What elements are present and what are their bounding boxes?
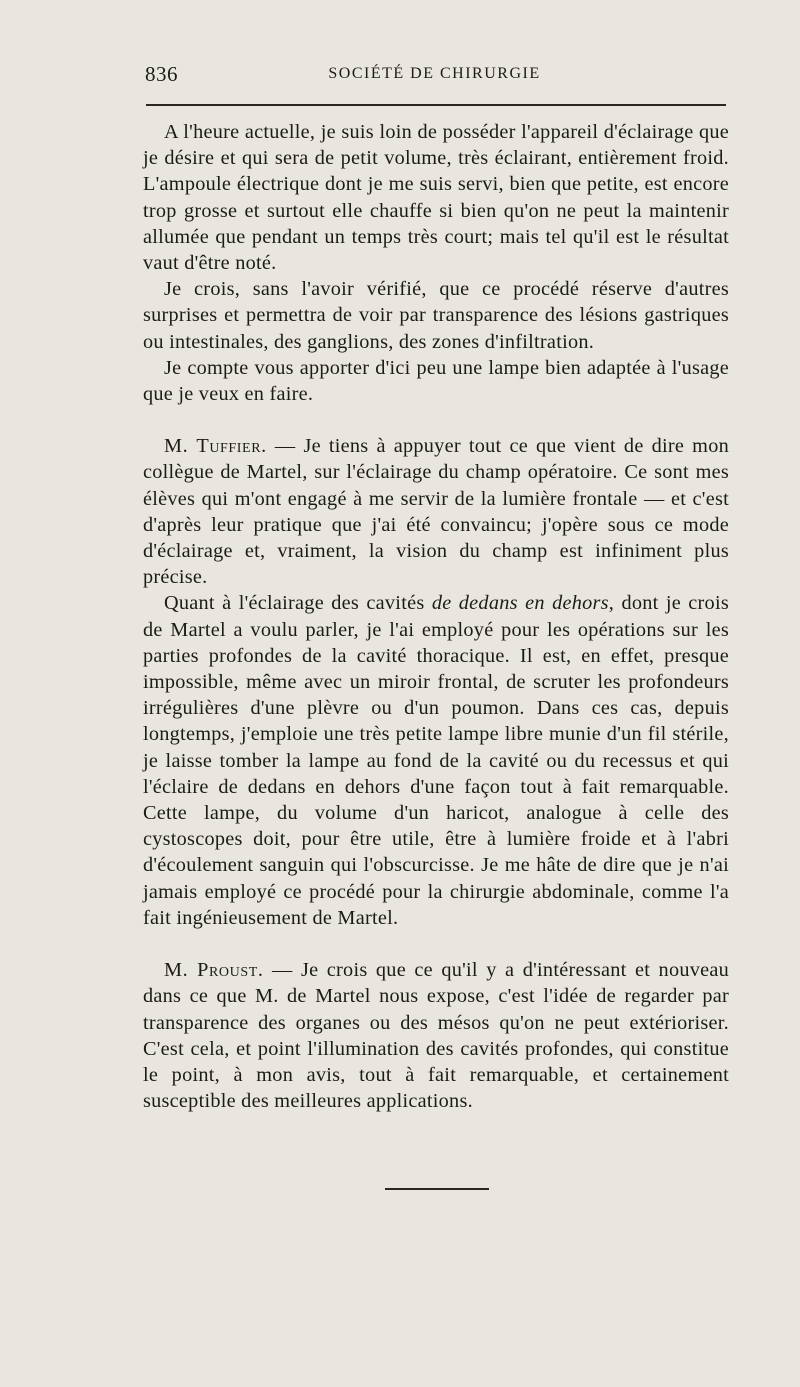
section-gap [143,931,729,957]
section-gap [143,407,729,433]
speaker-name: M. Tuffier. [164,435,267,458]
paragraph-text: — Je tiens à appuyer tout ce que vient de dire mon collègue de Martel, sur l'éclairage du champ opératoire. Ce sont mes élèves qui m'ont engagé à me servir de la lumière frontale — et c'est d'après leur pratique que j'ai été convaincu; j'opère sous ce mode d'éclairage et, vraiment, la vision du champ est infiniment plus précise. [143,435,729,589]
paragraph-lighting-apparatus: A l'heure actuelle, je suis loin de posséder l'appareil d'éclairage que je désire et qui sera de petit volume, très éclairant, entièrement froid. L'ampoule électrique dont je me suis servi, bien que petite, est encore trop grosse et surtout elle chauffe si bien qu'on ne peut la maintenir allumée que pendant un temps très court; mais tel qu'il est le résultat vaut d'être noté. [143,121,729,275]
running-head: SOCIÉTÉ DE CHIRURGIE [328,65,541,82]
paragraph-text: — Je crois que ce qu'il y a d'intéressant et nouveau dans ce que M. de Martel nous expose, c'est l'idée de regarder par transparence des organes ou des mésos qu'on ne peut extérioriser. C'est cela, et point l'illumination des cavités profondes, qui constitue le point, à mon avis, tout à fait remarquable, et certainement susceptible des meilleures applications. [143,959,730,1113]
paragraph-text: , dont je crois de Martel a voulu parler, je l'ai employé pour les opérations sur les parties profondes de la cavité thoracique. Il est, en effet, presque impossible, même avec un miroir frontal, de scruter les profondeurs irrégulières d'une plèvre ou d'un poumon. Dans ces cas, depuis longtemps, j'emploie une très petite lampe libre munie d'un fil stérile, je laisse tomber la lampe au fond de la cavité ou du recessus et qui l'éclaire de dedans en dehors d'une façon tout à fait remarquable. Cette lampe, du volume d'un haricot, analogue à celle des cystoscopes doit, pour être utile, être à lumière froide et à l'abri d'écoulement sanguin qui l'obscurcisse. Je me hâte de dire que je n'ai jamais employé ce procédé pour la chirurgie abdominale, comme l'a fait ingénieusement de Martel. [143,592,729,929]
body-text [143,119,729,1114]
header-rule [146,104,726,106]
paragraph-text: Quant à l'éclairage des cavités [164,592,432,615]
paragraph-transparency-procedure: Je crois, sans l'avoir vérifié, que ce procédé réserve d'autres surprises et permettra de voir par transparence des lésions gastriques ou intestinales, des ganglions, des zones d'infiltration. [143,278,729,353]
italic-phrase: de dedans en dehors [431,592,609,615]
paragraph-lamp-promise: Je compte vous apporter d'ici peu une lampe bien adaptée à l'usage que je veux en faire. [143,356,729,406]
paragraph-proust-remarks [143,957,729,1114]
paragraph-cavity-lighting [143,590,729,931]
speaker-name: M. Proust. [164,959,264,982]
end-rule [385,1188,489,1190]
paragraph-tuffier-remarks [143,433,729,590]
page-header [143,62,726,88]
page-number: 836 [145,62,178,86]
